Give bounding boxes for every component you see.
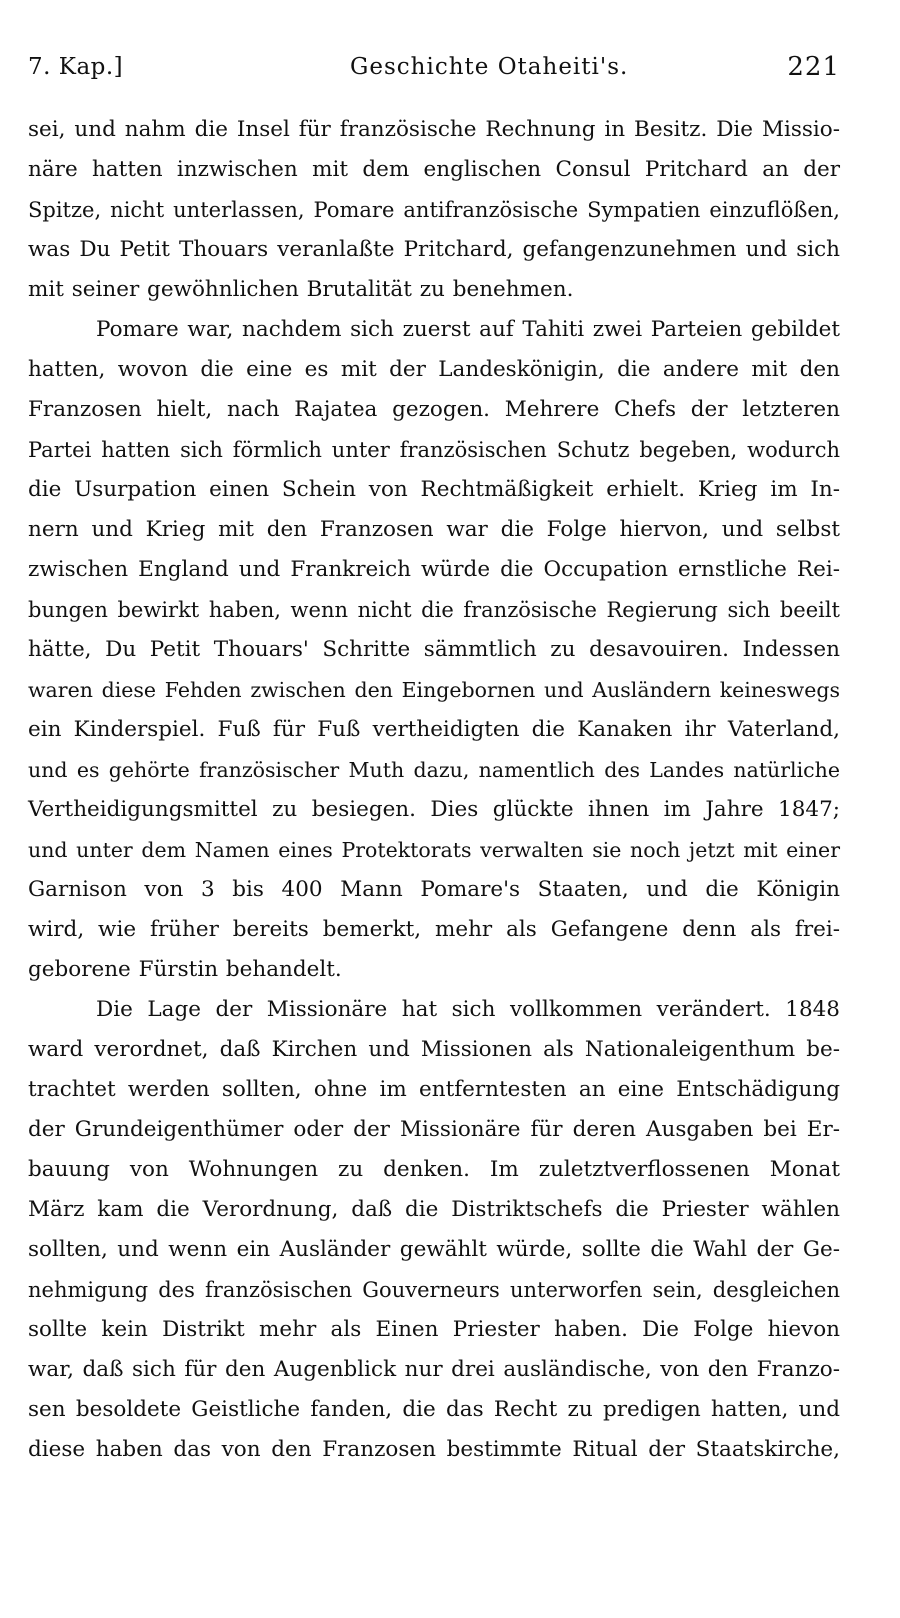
text-line: sen besoldete Geistliche fanden, die das Recht zu predigen hatten, und [28, 1397, 840, 1422]
chapter-label: 7. Kap.] [28, 54, 124, 80]
text-line: waren diese Fehden zwischen den Eingebornen und Ausländern keineswegs [28, 678, 840, 702]
text-line: Franzosen hielt, nach Rajatea gezogen. Mehrere Chefs der letzteren [28, 397, 840, 422]
text-line: bungen bewirkt haben, wenn nicht die französische Regierung sich beeilt [28, 598, 840, 622]
text-line: Spitze, nicht unterlassen, Pomare antifranzösische Sympatien einzuflößen, [28, 198, 840, 222]
text-line: zwischen England und Frankreich würde die Occupation ernstliche Rei- [28, 557, 840, 582]
text-line: Vertheidigungsmittel zu besiegen. Dies glückte ihnen im Jahre 1847; [28, 797, 840, 822]
text-line: wird, wie früher bereits bemerkt, mehr als Gefangene denn als frei- [28, 917, 840, 942]
text-line: trachtet werden sollten, ohne im entferntesten an eine Entschädigung [28, 1077, 840, 1102]
text-line: diese haben das von den Franzosen bestimmte Ritual der Staatskirche, [28, 1437, 840, 1462]
text-line: ward verordnet, daß Kirchen und Missionen als Nationaleigenthum be- [28, 1037, 840, 1062]
text-line: hatten, wovon die eine es mit der Landeskönigin, die andere mit den [28, 357, 840, 382]
text-line: bauung von Wohnungen zu denken. Im zuletztverflossenen Monat [28, 1157, 840, 1182]
text-line: sollten, und wenn ein Ausländer gewählt würde, sollte die Wahl der Ge- [28, 1237, 840, 1262]
text-line: und es gehörte französischer Muth dazu, namentlich des Landes natürliche [28, 758, 840, 782]
text-line: nern und Krieg mit den Franzosen war die Folge hiervon, und selbst [28, 517, 840, 542]
running-title: Geschichte Otaheiti's. [350, 54, 629, 80]
text-line: die Usurpation einen Schein von Rechtmäßigkeit erhielt. Krieg im In- [28, 477, 840, 502]
text-line: Partei hatten sich förmlich unter französischen Schutz begeben, wodurch [28, 438, 840, 462]
text-line: hätte, Du Petit Thouars' Schritte sämmtlich zu desavouiren. Indessen [28, 637, 840, 662]
text-line: näre hatten inzwischen mit dem englischen Consul Pritchard an der [28, 157, 840, 182]
page-number: 221 [787, 52, 840, 82]
text-line: der Grundeigenthümer oder der Missionäre für deren Ausgaben bei Er- [28, 1117, 840, 1142]
body-text [28, 110, 840, 1470]
text-line: mit seiner gewöhnlichen Brutalität zu benehmen. [28, 277, 574, 302]
text-line: Pomare war, nachdem sich zuerst auf Tahiti zwei Parteien gebildet [96, 317, 840, 342]
text-line: geborene Fürstin behandelt. [28, 957, 342, 982]
text-line: und unter dem Namen eines Protektorats verwalten sie noch jetzt mit einer [28, 838, 840, 862]
text-line: nehmigung des französischen Gouverneurs unterworfen sein, desgleichen [28, 1278, 840, 1302]
text-line: März kam die Verordnung, daß die Distriktschefs die Priester wählen [28, 1197, 840, 1222]
text-line: war, daß sich für den Augenblick nur drei ausländische, von den Franzo- [28, 1357, 840, 1382]
text-line: sollte kein Distrikt mehr als Einen Priester haben. Die Folge hievon [28, 1317, 840, 1342]
text-line: was Du Petit Thouars veranlaßte Pritchard, gefangenzunehmen und sich [28, 237, 840, 262]
text-line: Garnison von 3 bis 400 Mann Pomare's Staaten, und die Königin [28, 877, 840, 902]
text-line: sei, und nahm die Insel für französische Rechnung in Besitz. Die Missio- [28, 117, 840, 142]
page-header [28, 50, 840, 90]
text-line: Die Lage der Missionäre hat sich vollkommen verändert. 1848 [96, 997, 840, 1022]
text-line: ein Kinderspiel. Fuß für Fuß vertheidigten die Kanaken ihr Vaterland, [28, 717, 840, 742]
